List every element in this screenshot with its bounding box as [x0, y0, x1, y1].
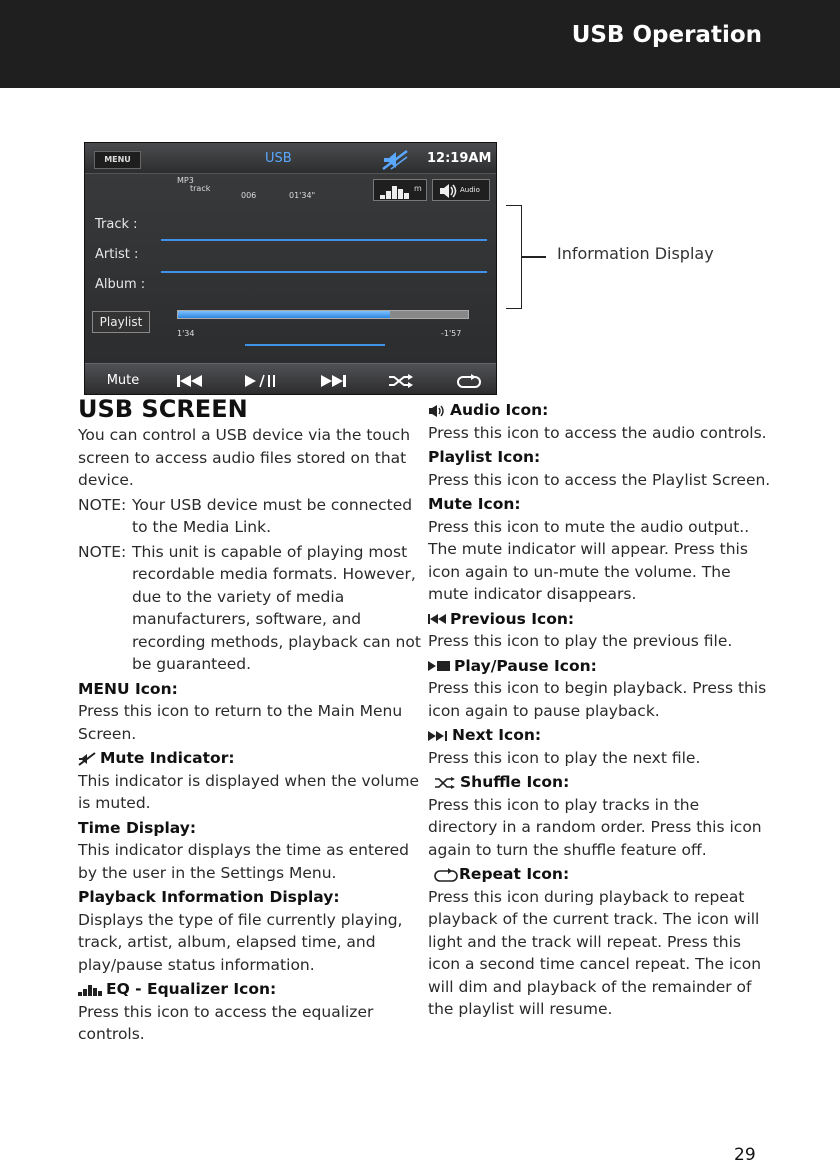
time-display: 12:19AM [427, 151, 492, 166]
note-1-text: Your USB device must be connected to the Media Link. [132, 495, 413, 536]
previous-heading-row [428, 608, 773, 631]
usb-screen-heading: USB SCREEN [78, 395, 248, 423]
note-label: NOTE: [78, 542, 127, 561]
audio-label: Audio [460, 186, 480, 194]
speaker-icon [428, 404, 446, 418]
artist-line [161, 271, 487, 273]
previous-button[interactable] [163, 364, 217, 395]
file-type-info [177, 177, 210, 193]
info-bracket [506, 205, 522, 309]
next-icon [320, 374, 346, 388]
equalizer-icon [380, 182, 414, 200]
speaker-icon [439, 183, 457, 199]
intro-text: You can control a USB device via the touch screen to access audio files stored on that device. [78, 426, 411, 489]
progress-fill [178, 311, 390, 318]
eq-heading: EQ - Equalizer Icon: [106, 980, 277, 998]
audio-heading: Audio Icon: [450, 401, 549, 419]
eq-text: Press this icon to access the equalizer controls. [78, 1002, 374, 1043]
playlist-text: Press this icon to access the Playlist Screen. [428, 470, 771, 489]
usb-screen-illustration [84, 142, 497, 395]
file-format: MP3 [177, 176, 194, 185]
audio-text: Press this icon to access the audio controls. [428, 423, 767, 442]
play-pause-heading: Play/Pause Icon: [454, 656, 597, 675]
elapsed-time: 1'34 [177, 329, 195, 338]
repeat-text: Press this icon during playback to repeat playback of the current track. The icon will light and the track will repeat. Press this icon a second time cancel repeat. The icon will dim and playback of the remainder of the playlist will resume. [428, 887, 762, 1018]
mute-indicator-heading-row [78, 747, 423, 770]
repeat-heading-row [428, 863, 773, 886]
mute-indicator-icon [381, 149, 409, 171]
repeat-button[interactable] [441, 364, 497, 395]
right-column [428, 398, 773, 1023]
playback-info-text: Displays the type of file currently playing, track, artist, album, elapsed time, and play/pause status information. [78, 910, 403, 974]
shuffle-heading: Shuffle Icon: [460, 773, 570, 791]
play-pause-button[interactable] [233, 364, 289, 395]
mute-text: Press this icon to mute the audio output.. The mute indicator will appear. Press this icon again to un-mute the volume. The mute indicator disappears. [428, 517, 750, 603]
next-heading-row [428, 724, 773, 747]
track-number: 006 [241, 191, 257, 200]
track-label: track [190, 184, 211, 193]
shuffle-text: Press this icon to play tracks in the directory in a random order. Press this icon again to turn the shuffle feature off. [428, 795, 762, 859]
previous-icon [177, 374, 203, 388]
repeat-icon [456, 374, 482, 388]
time-display-text: This indicator displays the time as entered by the user in the Settings Menu. [78, 841, 409, 882]
section-title: USB Operation [571, 22, 762, 48]
playlist-button[interactable]: Playlist [92, 311, 150, 333]
equalizer-icon [78, 984, 102, 996]
note-label: NOTE: [78, 495, 127, 514]
audio-heading-row [428, 399, 773, 422]
menu-icon-text: Press this icon to return to the Main Menu Screen. [78, 702, 403, 743]
next-heading: Next Icon: [452, 726, 542, 744]
shuffle-icon [388, 374, 414, 388]
play-pause-heading-row [428, 655, 773, 678]
eq-heading-row [78, 978, 423, 1001]
menu-button[interactable]: MENU [94, 151, 141, 169]
left-column [78, 396, 423, 1048]
mute-indicator-text: This indicator is displayed when the volume is muted. [78, 771, 419, 812]
eq-suffix: m [414, 184, 422, 193]
mute-indicator-heading: Mute Indicator: [100, 749, 235, 767]
shuffle-heading-row [428, 771, 773, 794]
next-icon [428, 731, 448, 741]
menu-icon-heading: MENU Icon: [78, 679, 178, 698]
repeat-icon [434, 868, 458, 882]
note-1 [78, 494, 423, 539]
elapsed-top: 01'34" [289, 191, 316, 200]
page-header [0, 0, 840, 88]
track-line [161, 239, 487, 241]
album-field-label: Album : [95, 277, 146, 292]
artist-field-label: Artist : [95, 247, 139, 262]
play-pause-text: Press this icon to begin playback. Press this icon again to pause playback. [428, 679, 767, 720]
screen-control-bar [85, 363, 497, 395]
playlist-heading: Playlist Icon: [428, 448, 541, 466]
track-field-label: Track : [95, 217, 138, 232]
previous-heading: Previous Icon: [450, 609, 575, 628]
shuffle-button[interactable] [373, 364, 429, 395]
mute-heading: Mute Icon: [428, 495, 521, 513]
play-pause-icon [428, 661, 450, 671]
page-number: 29 [734, 1145, 756, 1162]
shuffle-icon [434, 777, 456, 789]
info-display-callout: Information Display [557, 244, 714, 263]
playback-info-heading: Playback Information Display: [78, 888, 340, 906]
note-2-text: This unit is capable of playing most recordable media formats. However, due to the variety of media manufacturers, software, and recording methods, playback can not be guaranteed. [132, 542, 421, 673]
previous-icon [428, 614, 446, 624]
progress-bar[interactable] [177, 310, 469, 319]
previous-text: Press this icon to play the previous file. [428, 632, 733, 650]
status-line [245, 344, 385, 346]
mute-button[interactable]: Mute [106, 373, 140, 388]
next-text: Press this icon to play the next file. [428, 748, 701, 767]
note-2 [78, 541, 423, 676]
screen-top-bar [85, 143, 497, 174]
play-pause-icon [244, 374, 278, 388]
repeat-heading: Repeat Icon: [459, 865, 570, 883]
info-callout-line [522, 256, 546, 258]
audio-button[interactable] [432, 179, 490, 201]
remaining-time: -1'57 [441, 329, 462, 338]
eq-button[interactable] [373, 179, 427, 201]
next-button[interactable] [305, 364, 361, 395]
time-display-heading: Time Display: [78, 818, 197, 837]
mute-indicator-icon [78, 752, 96, 766]
source-label: USB [265, 151, 292, 166]
